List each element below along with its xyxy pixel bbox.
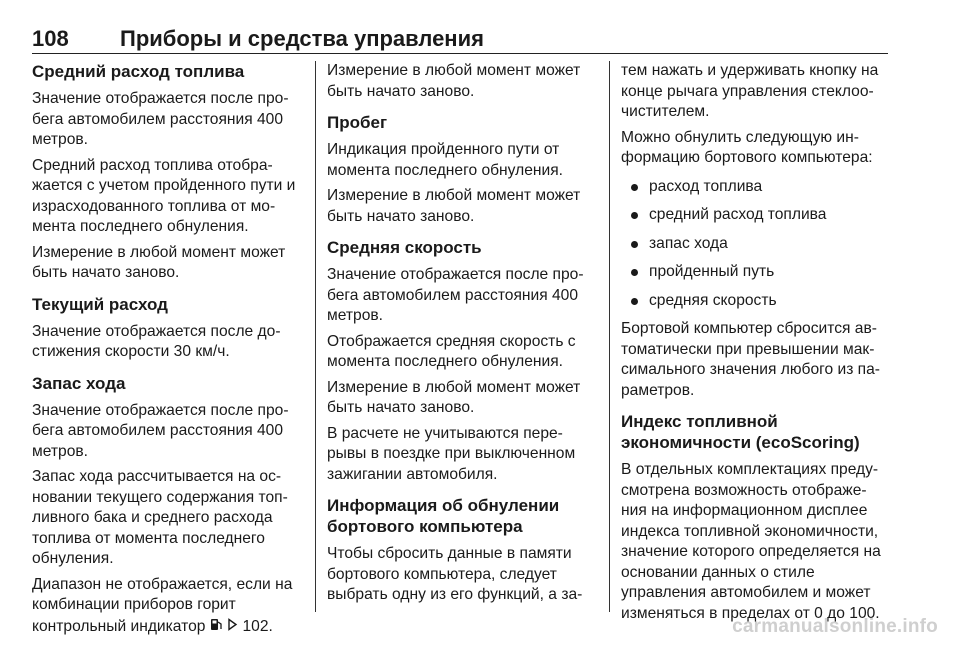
- list-item: пройденный путь: [621, 262, 889, 283]
- paragraph: Запас хода рассчитывается на ос-новании текущего содержания топ-ливного бака и среднего расхода топлива от момента последнего обнуления.: [32, 468, 288, 567]
- header-divider: [32, 53, 888, 54]
- paragraph: тем нажать и удерживать кнопку на конце рычага управления стеклоо-чистителем.: [621, 62, 879, 120]
- section-heading: Текущий расход: [32, 294, 168, 314]
- paragraph: В расчете не учитываются пере-рывы в поездке при выключенном зажигании автомобиля.: [327, 424, 576, 483]
- paragraph: Бортовой компьютер сбросится ав-томатически при превышении мак-симального значения любого из па-раметров.: [621, 320, 880, 399]
- paragraph: Измерение в любой момент может быть начато заново.: [327, 187, 581, 225]
- paragraph: Отображается средняя скорость с момента последнего обнуления.: [327, 332, 576, 370]
- column-divider: [315, 61, 316, 612]
- paragraph: Значение отображается после про-бега автомобилем расстояния 400 метров.: [32, 401, 289, 460]
- paragraph-text: Диапазон не отображается, если на комбинации приборов горит контрольный индикатор: [32, 575, 293, 635]
- section-heading: Запас хода: [32, 373, 126, 393]
- section-heading: Средний расход топлива: [32, 62, 245, 81]
- reset-items-list: [621, 177, 889, 312]
- section-heading: Информация об обнулении бортового компьютера: [327, 496, 560, 536]
- paragraph: Средний расход топлива отобра-жается с учетом пройденного пути и израсходованного топлива от мо-мента последнего обнуления.: [32, 156, 296, 235]
- watermark: carmanualsonline.info: [732, 616, 938, 637]
- column-2: [327, 61, 599, 616]
- paragraph: Значение отображается после про-бега автомобилем расстояния 400 метров.: [327, 266, 584, 324]
- list-item: средний расход топлива: [621, 205, 889, 226]
- section-heading: Пробег: [327, 113, 388, 132]
- section-heading: Средняя скорость: [327, 238, 482, 257]
- page-header: [32, 26, 888, 50]
- section-reset-info: [327, 495, 599, 606]
- paragraph: Можно обнулить следующую ин-формацию бортового компьютера:: [621, 128, 873, 166]
- section-ecoscoring: [621, 411, 889, 624]
- column-1: [32, 61, 304, 647]
- section-current-consumption: [32, 294, 304, 363]
- column-divider: [609, 61, 610, 612]
- paragraph: Значение отображается после про-бега автомобилем расстояния 400 метров.: [32, 90, 289, 148]
- section-trip: [327, 112, 599, 227]
- page-reference-link[interactable]: 102.: [242, 617, 273, 635]
- list-item: расход топлива: [621, 177, 889, 198]
- section-range: [32, 373, 304, 638]
- section-heading: Индекс топливной экономичности (ecoScoring): [621, 412, 860, 452]
- page-number: 108: [32, 26, 69, 51]
- paragraph: Значение отображается после до-стижения скорости 30 км/ч.: [32, 322, 281, 360]
- page-title: Приборы и средства управления: [120, 26, 484, 51]
- section-average-consumption: [32, 61, 304, 284]
- list-item: запас хода: [621, 234, 889, 255]
- paragraph: Измерение в любой момент может быть начато заново.: [32, 243, 286, 281]
- column-3: [621, 61, 889, 634]
- paragraph: Измерение в любой момент может быть начато заново.: [327, 378, 581, 416]
- paragraph: В отдельных комплектациях преду-смотрена возможность отображе-ния на информационном дисплее индекса топливной экономичности, значение которого определяется на основании данных о стиле управления автомобилем и может изменяться в пределах от 0 до 100.: [621, 461, 881, 622]
- paragraph: Чтобы сбросить данные в памяти бортового компьютера, следует выбрать одну из его функций, а за-: [327, 545, 583, 603]
- paragraph: Индикация пройденного пути от момента последнего обнуления.: [327, 141, 563, 179]
- list-item: средняя скорость: [621, 291, 889, 312]
- paragraph: Измерение в любой момент может быть начато заново.: [327, 62, 581, 100]
- section-average-speed: [327, 237, 599, 485]
